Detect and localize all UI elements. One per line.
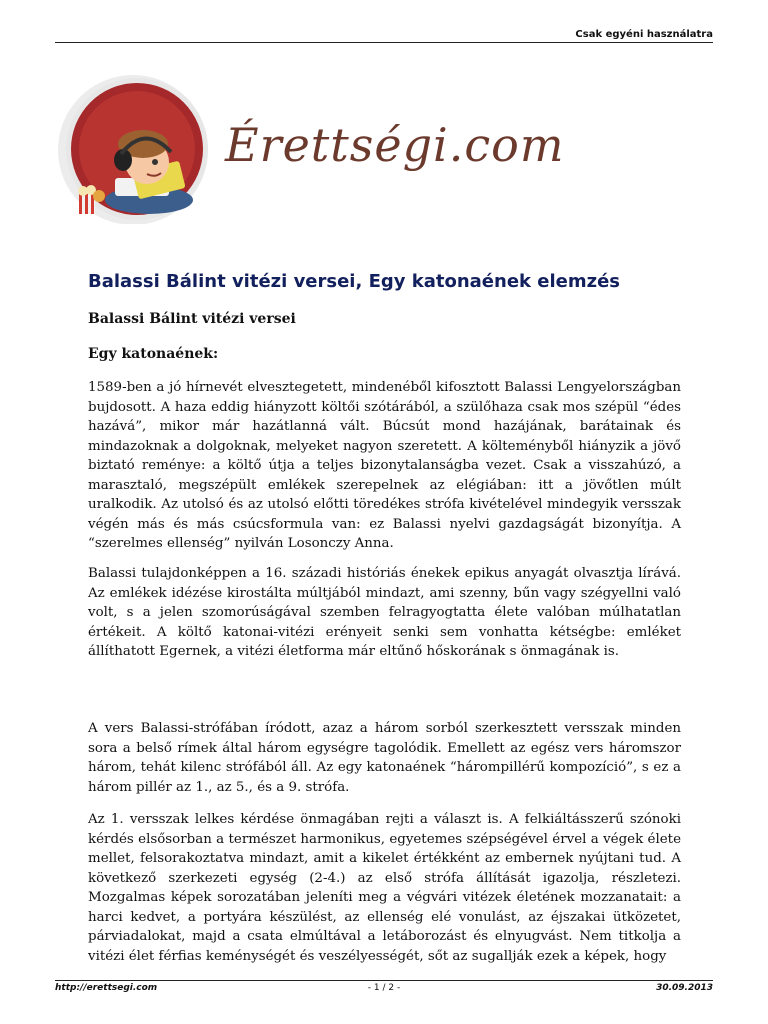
page-number: - 1 / 2 - [367,983,401,993]
site-logo[interactable] [57,74,565,224]
paragraph: A vers Balassi-strófában íródott, azaz a három sorból szerkesztett versszak minden sora a belső rímek által három egységre tagolódik. Emellett az egész vers háromszor három, tehát kilenc strófából áll. Az egy katonaének “hárompillérű kompozíció”, s ez a három pillér az 1., az 5., és a 9. strófa. [88,721,681,795]
poem-heading: Egy katonaének: [88,346,219,362]
logo-wordmark: Érettségi.com [225,118,565,172]
section-heading: Balassi Bálint vitézi versei [88,311,296,327]
footer-date: 30.09.2013 [656,983,713,993]
header-note: Csak egyéni használatra [575,29,713,40]
paragraph: Balassi tulajdonképpen a 16. századi históriás énekek epikus anyagát olvasztja lírává. Az emlékek idézése kirostálta múltjából mindazt, ami szenny, bűn vagy szégyellni való volt, s a jelen szomorúságával szemben felragyogtatta élete valóban múlhatatlan értékeit. A költő katonai-vitézi erényeit senki sem vonhatta kétségbe: emléket állíthatott Egernek, a vitézi életforma már eltűnő hőskorának s önmagának is. [88,566,681,659]
paragraph: 1589-ben a jó hírnevét elvesztegetett, mindenéből kifosztott Balassi Lengyelországban bujdosott. A haza eddig hiányzott költői szótárából, a szülőhaza csak mos szépül “édes hazává”, mikor már hazátlanná vált. Búcsút mond hazájának, barátainak és mindazoknak a dolgoknak, melyeket nagyon szeretett. A költeményből hiányzik a jövő biztató reménye: a költő útja a teljes bizonytalanságba vezet. Csak a visszahúzó, a marasztaló, megszépült emlékek szerepelnek az elégiában: itt a jövőtlen múlt uralkodik. Az utolsó és az utolsó előtti töredékes strófa kivételével mindegyik versszak végén más és más csúcsformula van: ez Balassi nyelvi gazdagságát bizonyítja. A “szerelmes ellenség” nyilván Losonczy Anna. [88,380,681,551]
header-divider [55,42,713,43]
footer-divider [55,980,713,981]
page-title: Balassi Bálint vitézi versei, Egy katonaének elemzés [88,271,621,292]
footer-url-link[interactable]: http://erettsegi.com [55,983,158,993]
paragraph: Az 1. versszak lelkes kérdése önmagában rejti a választ is. A felkiáltásszerű szónoki kérdés elsősorban a természet harmonikus, egyetemes szépségével érvel a végek élete mellet, felsorakoztatva mindazt, amit a kikelet értékként az embernek nyújtani tud. A következő szerkezeti egység (2-4.) az első strófa állítását igazolja, részletezi. Mozgalmas képek sorozatában jeleníti meg a végvári vitézek életének mozzanatait: a harci kedvet, a portyára készülést, az ellenség elé vonulást, az éjszakai ütközetet, párviadalokat, majd a csata elmúltával a letáborozást és elnyugvást. Nem titkolja a vitézi élet férfias keménységét és veszélyességét, sőt az sugallják ezek a képek, hogy [88,812,681,964]
